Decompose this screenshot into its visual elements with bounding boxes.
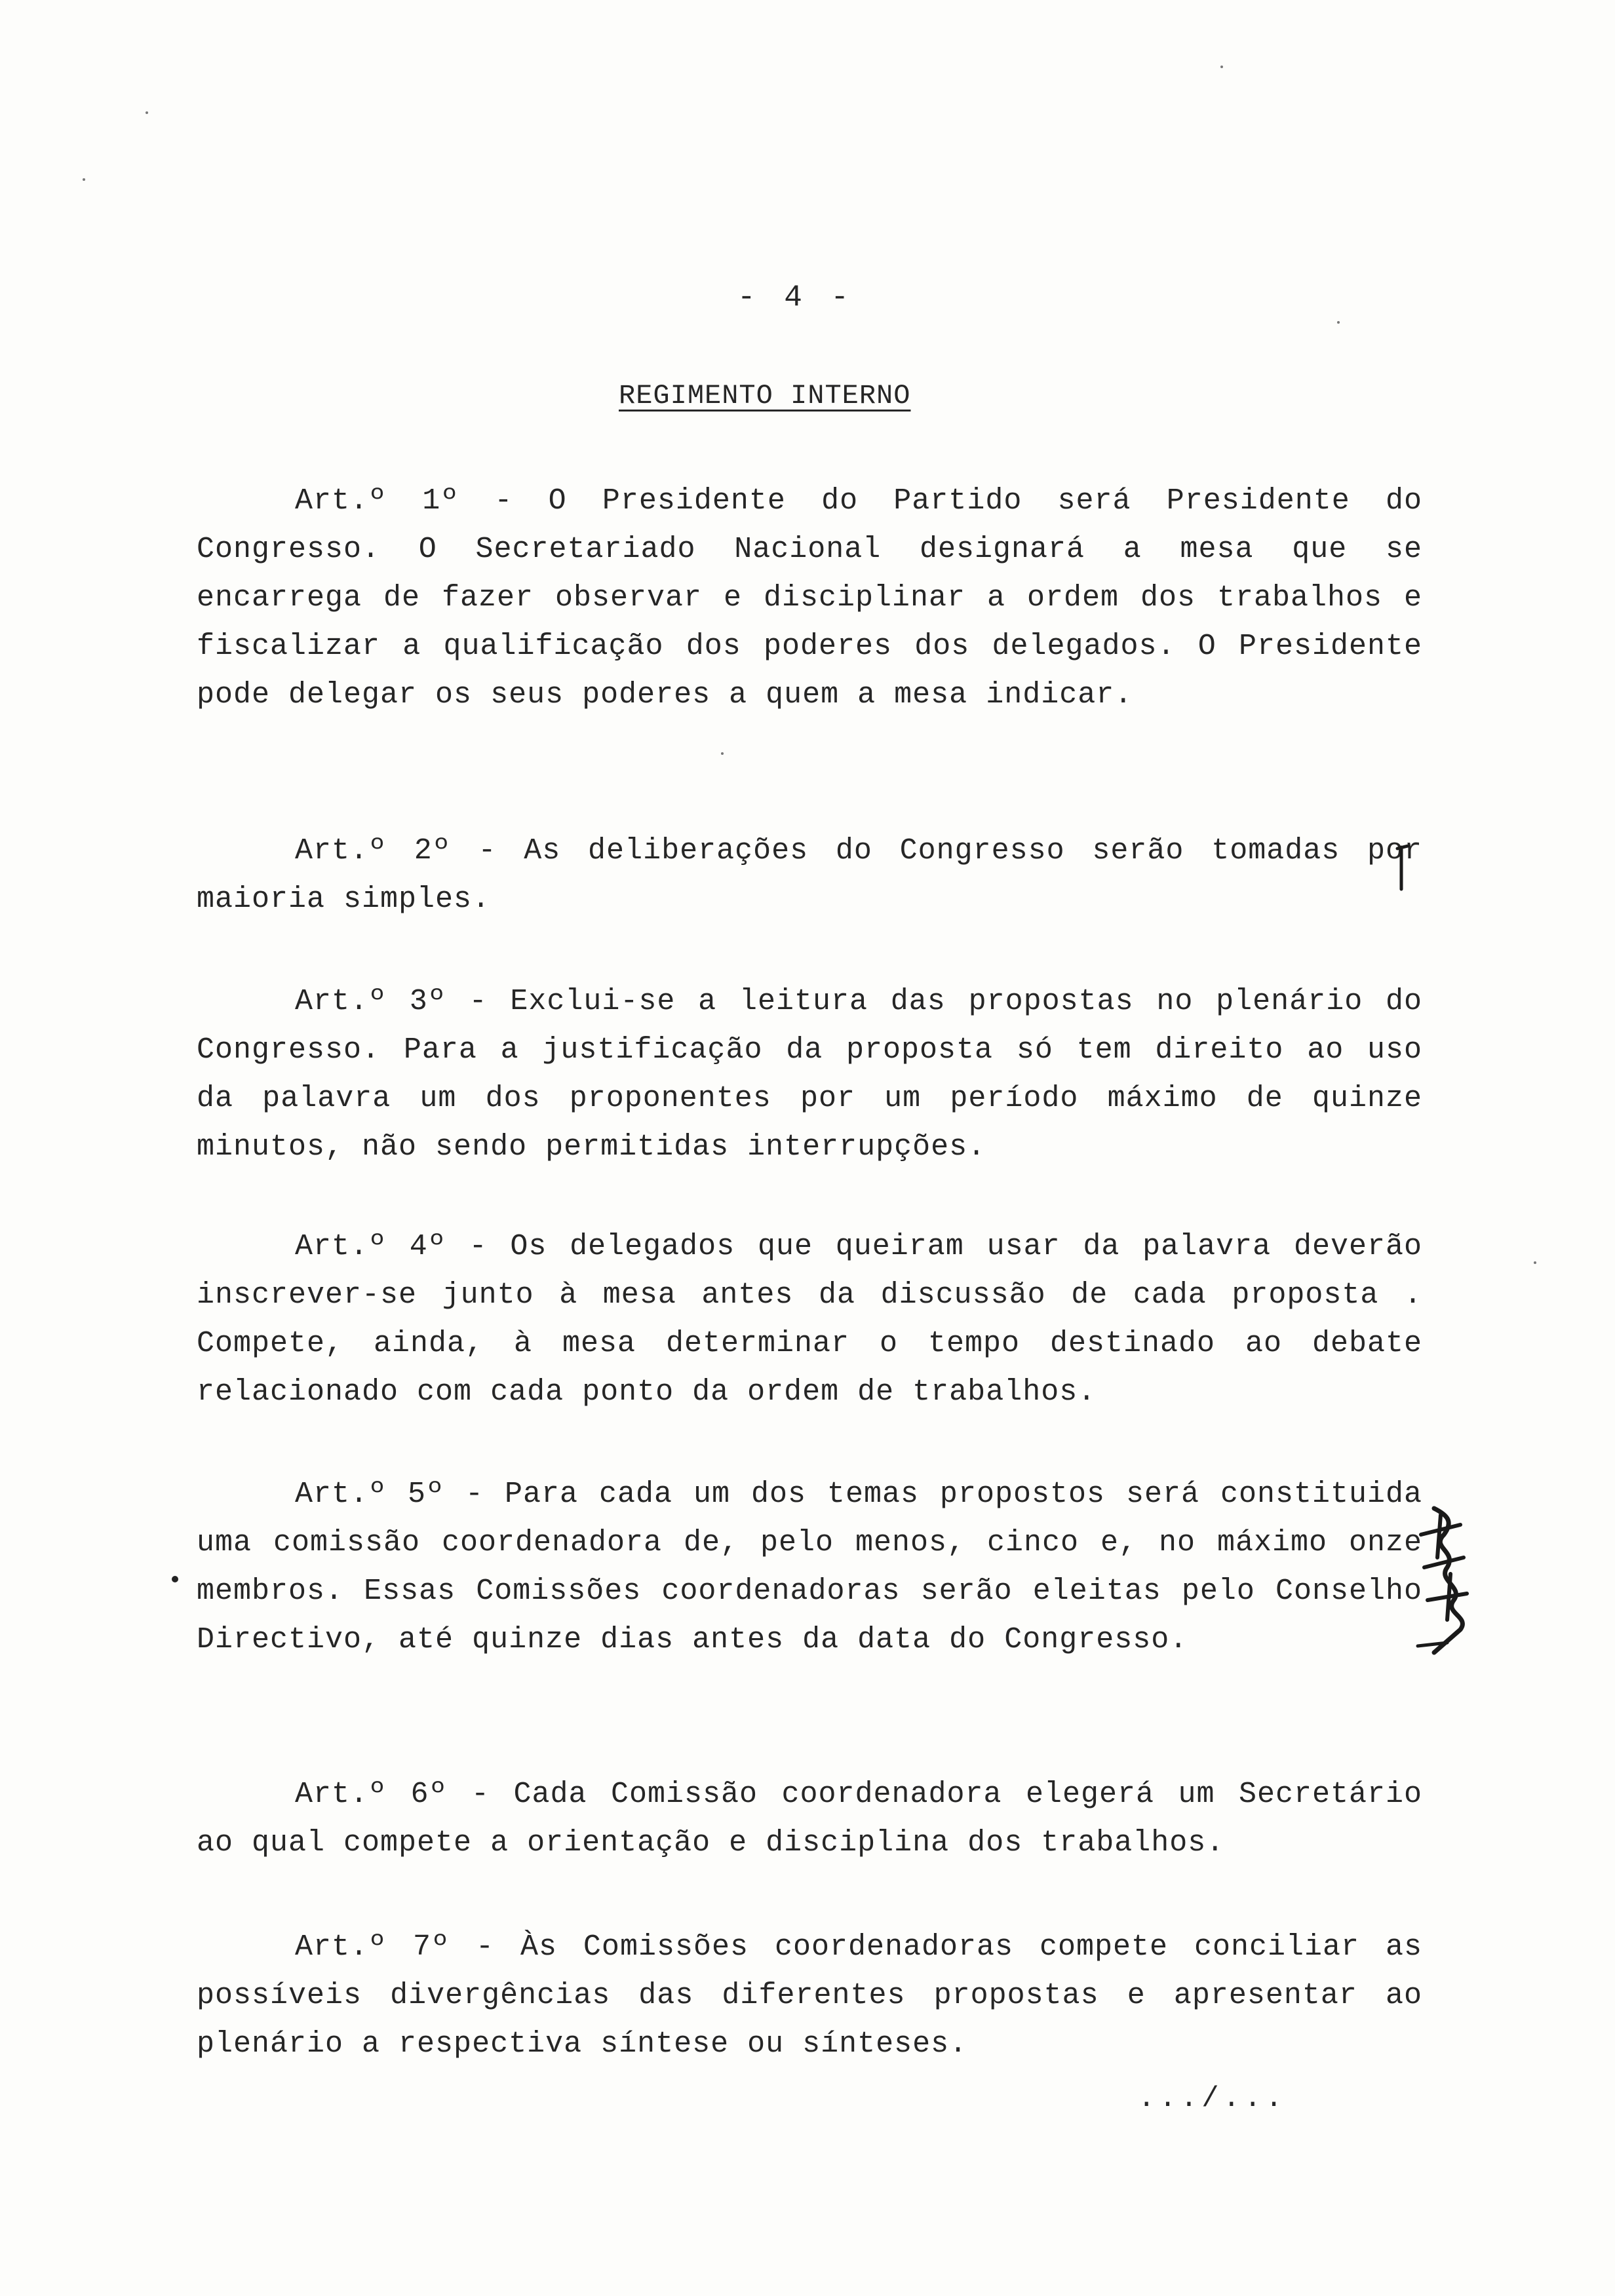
- scan-speck: [1337, 321, 1340, 324]
- scan-speck: [83, 178, 85, 181]
- scan-speck: [1534, 1261, 1536, 1264]
- article-2: [197, 827, 1422, 924]
- article-3: [197, 978, 1422, 1172]
- article-5: [197, 1470, 1422, 1664]
- scan-speck: [1220, 66, 1223, 68]
- article-2-text: Art.º 2º - As deliberações do Congresso serão tomadas por maioria simples.: [197, 834, 1422, 916]
- article-7-text: Art.º 7º - Às Comissões coordenadoras compete conciliar as possíveis divergências das diferentes propostas e apresentar ao plenário a respectiva síntese ou sínteses.: [197, 1930, 1422, 2061]
- article-4: [197, 1223, 1422, 1417]
- document-title: REGIMENTO INTERNO: [619, 380, 911, 411]
- article-1-text: Art.º 1º - O Presidente do Partido será Presidente do Congresso. O Secretariado Nacional designará a mesa que se encarrega de fazer observar e disciplinar a ordem dos trabalhos e fiscalizar a qualificação dos poderes dos delegados. O Presidente pode delegar os seus poderes a quem a mesa indicar.: [197, 484, 1422, 712]
- page-number: - 4 -: [737, 280, 855, 315]
- article-4-text: Art.º 4º - Os delegados que queiram usar da palavra deverão inscrever-se junto à mesa antes da discussão de cada proposta . Compete, ainda, à mesa determinar o tempo destinado ao debate relacionado com cada ponto da ordem de trabalhos.: [197, 1230, 1422, 1409]
- article-1: [197, 477, 1422, 719]
- article-6: [197, 1770, 1422, 1867]
- scan-speck: [172, 1576, 178, 1582]
- handwritten-signature: [1408, 1495, 1480, 1659]
- article-6-text: Art.º 6º - Cada Comissão coordenadora elegerá um Secretário ao qual compete a orientação e disciplina dos trabalhos.: [197, 1778, 1422, 1860]
- scan-speck: [146, 111, 148, 114]
- scan-speck: [721, 752, 724, 755]
- article-7: [197, 1923, 1422, 2069]
- article-5-text: Art.º 5º - Para cada um dos temas propostos será constituida uma comissão coordenadora de, pelo menos, cinco e, no máximo onze membros. Essas Comissões coordenadoras serão eleitas pelo Conselho Directivo, até quinze dias antes da data do Congresso.: [197, 1478, 1422, 1656]
- article-3-text: Art.º 3º - Exclui-se a leitura das propostas no plenário do Congresso. Para a justificação da proposta só tem direito ao uso da palavra um dos proponentes por um período máximo de quinze minutos, não sendo permitidas interrupções.: [197, 985, 1422, 1164]
- continuation-mark: .../...: [1138, 2082, 1287, 2115]
- margin-bracket-mark: [1390, 842, 1416, 894]
